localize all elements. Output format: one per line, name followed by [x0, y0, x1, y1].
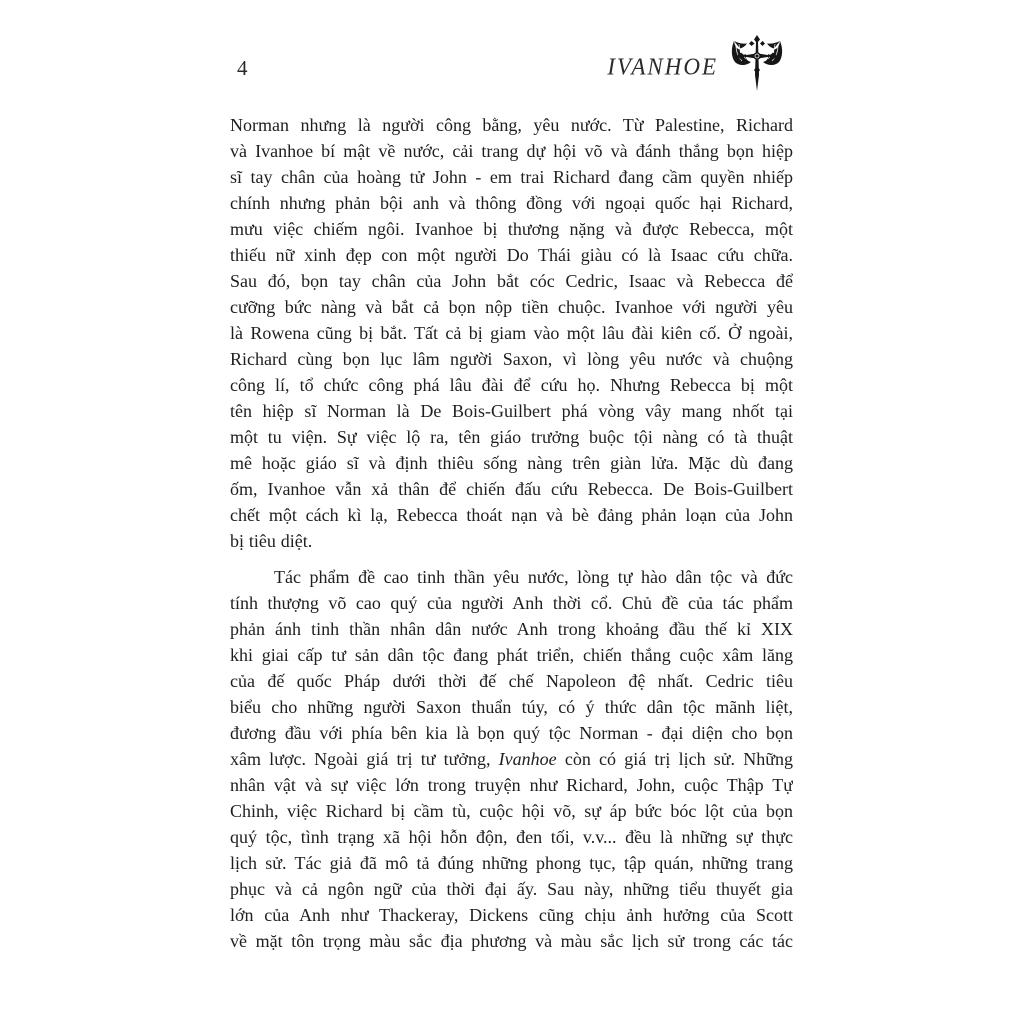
text-line: [230, 642, 793, 668]
text-segment: mê hoặc giáo sĩ và định thiêu sống nàng trên giàn lửa. Mặc dù đang: [230, 453, 793, 473]
text-line: [230, 902, 793, 928]
text-segment: đương đầu với phía bên kia là bọn quý tộc Norman - đại diện cho bọn: [230, 723, 793, 743]
page-number: 4: [237, 56, 248, 80]
text-line: [230, 798, 793, 824]
text-segment: cưỡng bức nàng và bắt cả bọn nộp tiền chuộc. Ivanhoe với người yêu: [230, 297, 793, 317]
text-line: [230, 476, 793, 502]
running-title: IVANHOE: [607, 53, 718, 80]
text-segment: công lí, tổ chức công phá lâu đài để cứu họ. Nhưng Rebecca bị một: [230, 375, 793, 395]
text-segment: Sau đó, bọn tay chân của John bắt cóc Cedric, Isaac và Rebecca để: [230, 271, 793, 291]
text-line: [230, 528, 793, 554]
text-segment: là Rowena cũng bị bắt. Tất cả bị giam vào một lâu đài kiên cố. Ở ngoài,: [230, 323, 793, 343]
text-line: [230, 502, 793, 528]
text-segment: lớn của Anh như Thackeray, Dickens cũng chịu ảnh hưởng của Scott: [230, 905, 793, 925]
text-line: [230, 876, 793, 902]
text-line: [230, 190, 793, 216]
text-line: [230, 720, 793, 746]
text-line: [230, 138, 793, 164]
text-line: [230, 216, 793, 242]
text-segment: chính nhưng phản bội anh và thông đồng với ngoại quốc hại Richard,: [230, 193, 793, 213]
text-line: [230, 450, 793, 476]
text-segment: ốm, Ivanhoe vẫn xả thân để chiến đấu cứu Rebecca. De Bois-Guilbert: [230, 479, 793, 499]
text-segment: khi giai cấp tư sản dân tộc đang phát triển, chiến thắng cuộc xâm lăng: [230, 645, 793, 665]
text-segment: tính thượng võ cao quý của người Anh thời cổ. Chủ đề của tác phẩm: [230, 593, 793, 613]
text-line: [230, 694, 793, 720]
text-segment: bị tiêu diệt.: [230, 531, 313, 551]
text-line: [230, 294, 793, 320]
paragraph: [230, 112, 793, 554]
text-segment: biểu cho những người Saxon thuẩn túy, có ý thức dân tộc mãnh liệt,: [230, 697, 793, 717]
text-line: [230, 424, 793, 450]
winged-cross-icon: [727, 34, 787, 98]
text-segment: còn có giá trị lịch sử. Những: [556, 749, 793, 769]
text-line: [230, 372, 793, 398]
text-line: [230, 928, 793, 954]
text-segment: mưu việc chiếm ngôi. Ivanhoe bị thương nặng và được Rebecca, một: [230, 219, 793, 239]
italic-text-segment: Ivanhoe: [498, 749, 557, 769]
text-segment: Richard cùng bọn lục lâm người Saxon, vì lòng yêu nước và chuộng: [230, 349, 793, 369]
text-line: [230, 824, 793, 850]
text-line: [230, 242, 793, 268]
text-line: [230, 564, 793, 590]
text-line: [230, 746, 793, 772]
text-segment: lịch sử. Tác giả đã mô tả đúng những phong tục, tập quán, những trang: [230, 853, 793, 873]
text-segment: chết một cách kì lạ, Rebecca thoát nạn và bè đảng phản loạn của John: [230, 505, 793, 525]
text-segment: phản ánh tinh thần nhân dân nước Anh trong khoảng đầu thế kỉ XIX: [230, 619, 793, 639]
text-segment: của đế quốc Pháp dưới thời đế chế Napoleon đệ nhất. Cedric tiêu: [230, 671, 793, 691]
text-segment: quý tộc, tình trạng xã hội hỗn độn, đen tối, v.v... đều là những sự thực: [230, 827, 793, 847]
text-line: [230, 398, 793, 424]
text-line: [230, 112, 793, 138]
text-segment: xâm lược. Ngoài giá trị tư tưởng,: [230, 749, 499, 769]
text-segment: về mặt tôn trọng màu sắc địa phương và màu sắc lịch sử trong các tác: [230, 931, 793, 951]
text-line: [230, 346, 793, 372]
text-line: [230, 850, 793, 876]
text-line: [230, 268, 793, 294]
text-line: [230, 616, 793, 642]
text-segment: phục và cả ngôn ngữ của thời đại ấy. Sau này, những tiểu thuyết gia: [230, 879, 793, 899]
text-line: [230, 164, 793, 190]
text-line: [230, 772, 793, 798]
text-segment: Tác phẩm đề cao tinh thần yêu nước, lòng tự hào dân tộc và đức: [274, 567, 793, 587]
text-segment: Chinh, việc Richard bị cầm tù, cuộc hội võ, sự áp bức bóc lột của bọn: [230, 801, 793, 821]
text-line: [230, 668, 793, 694]
text-line: [230, 320, 793, 346]
text-segment: một tu viện. Sự việc lộ ra, tên giáo trưởng buộc tội nàng có tà thuật: [230, 427, 793, 447]
text-segment: và Ivanhoe bí mật về nước, cải trang dự hội võ và đánh thắng bọn hiệp: [230, 141, 793, 161]
text-segment: nhân vật và sự việc lớn trong truyện như Richard, John, cuộc Thập Tự: [230, 775, 793, 795]
body-text: [230, 112, 793, 954]
text-segment: sĩ tay chân của hoàng tử John - em trai Richard đang cầm quyền nhiếp: [230, 167, 793, 187]
text-segment: thiếu nữ xinh đẹp con một người Do Thái giàu có là Isaac cứu chữa.: [230, 245, 793, 265]
text-line: [230, 590, 793, 616]
text-segment: tên hiệp sĩ Norman là De Bois-Guilbert phá vòng vây mang nhốt tại: [230, 401, 793, 421]
paragraph: [230, 564, 793, 954]
text-segment: Norman nhưng là người công bằng, yêu nước. Từ Palestine, Richard: [230, 115, 793, 135]
